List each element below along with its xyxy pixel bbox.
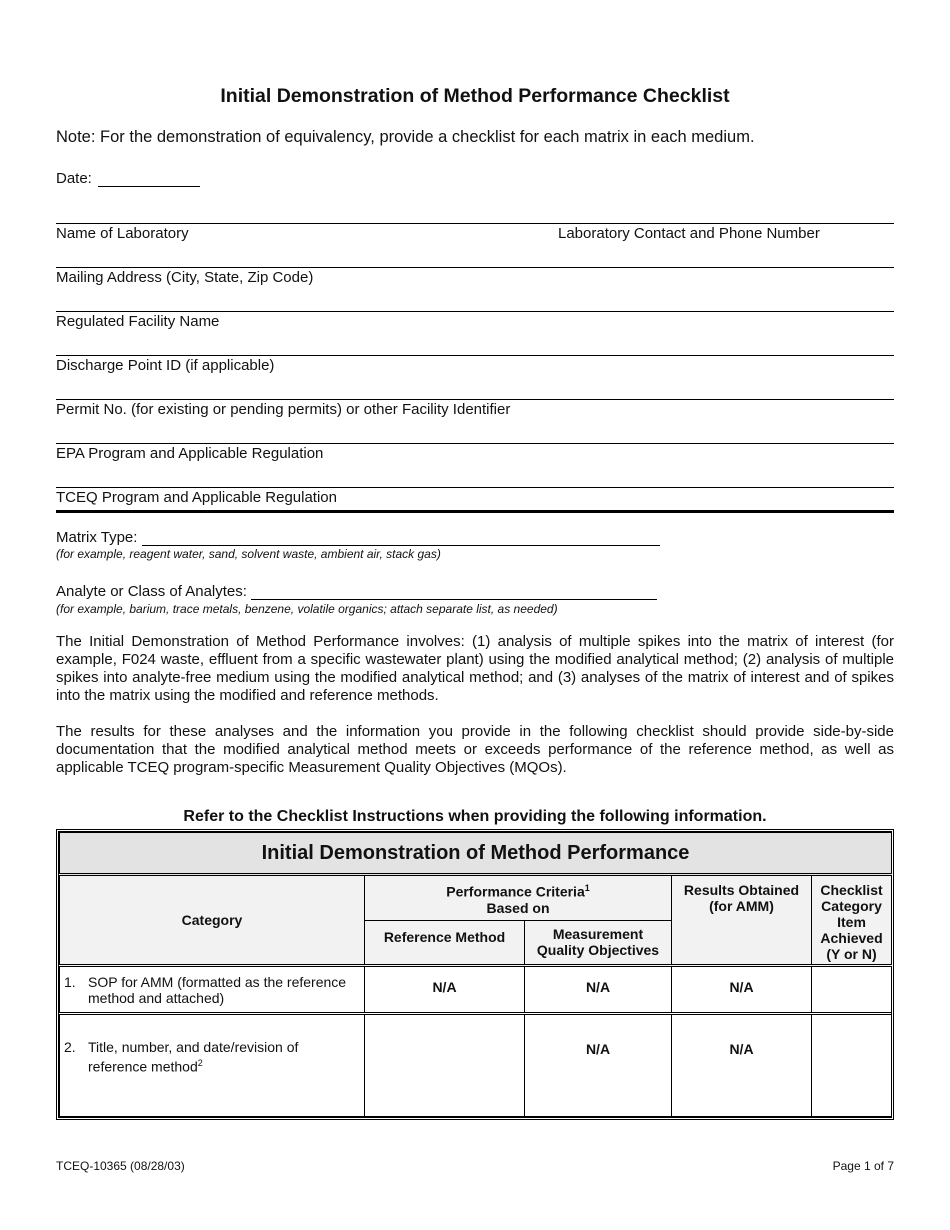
discharge-field[interactable] xyxy=(56,355,894,356)
results-paragraph: The results for these analyses and the information you provide in the following checklist should provide side-by-side documentation that the modified analytical method meets or exceeds performance of the reference method, as well as applicable TCEQ program-specific Measurement Quality Objectives (MQOs). xyxy=(56,723,894,776)
analyte-hint: (for example, barium, trace metals, benzene, volatile organics; attach separate list, as needed) xyxy=(56,602,558,616)
permit-label: Permit No. (for existing or pending permits) or other Facility Identifier xyxy=(56,401,511,418)
matrix-row xyxy=(56,529,660,546)
analyte-label: Analyte or Class of Analytes: xyxy=(56,583,247,600)
performance-table xyxy=(56,829,894,1120)
section-divider xyxy=(56,510,894,513)
epa-field[interactable] xyxy=(56,443,894,444)
row-mqo[interactable]: N/A xyxy=(525,966,672,1014)
header-checklist: Checklist Category Item Achieved (Y or N) xyxy=(812,875,892,966)
tceq-label: TCEQ Program and Applicable Regulation xyxy=(56,489,337,506)
lab-name-field[interactable] xyxy=(56,223,894,224)
table-row xyxy=(60,1014,892,1117)
date-field[interactable] xyxy=(98,170,200,187)
facility-field[interactable] xyxy=(56,311,894,312)
matrix-field[interactable] xyxy=(142,529,660,546)
row-checklist[interactable] xyxy=(812,966,892,1014)
header-results: Results Obtained (for AMM) xyxy=(672,875,812,966)
intro-paragraph: The Initial Demonstration of Method Performance involves: (1) analysis of multiple spikes into the matrix of interest (for example, F024 waste, effluent from a specific wastewater plant) using the modified analytical method; (2) analysis of multiple spikes into analyte-free medium using the modified analytical method; and (3) analyses of the matrix of interest and of spikes into the matrix using the modified and reference methods. xyxy=(56,633,894,704)
facility-label: Regulated Facility Name xyxy=(56,313,220,330)
row-category: 2. Title, number, and date/revision of reference method$^2$ xyxy=(60,1014,365,1117)
table-row xyxy=(60,966,892,1014)
form-id: TCEQ-10365 (08/28/03) xyxy=(56,1159,185,1173)
analyte-field[interactable] xyxy=(251,583,657,600)
row-category: 1. SOP for AMM (formatted as the reference method and attached) xyxy=(60,966,365,1014)
epa-label: EPA Program and Applicable Regulation xyxy=(56,445,324,462)
page-title: Initial Demonstration of Method Performance Checklist xyxy=(220,85,730,107)
date-row xyxy=(56,170,200,187)
row-checklist[interactable] xyxy=(812,1014,892,1117)
instructions-note: Refer to the Checklist Instructions when providing the following information. xyxy=(183,808,767,825)
matrix-hint: (for example, reagent water, sand, solvent waste, ambient air, stack gas) xyxy=(56,547,441,561)
permit-field[interactable] xyxy=(56,399,894,400)
row-results[interactable]: N/A xyxy=(672,966,812,1014)
lab-contact-label: Laboratory Contact and Phone Number xyxy=(558,225,820,242)
row-results[interactable]: N/A xyxy=(672,1014,812,1117)
discharge-label: Discharge Point ID (if applicable) xyxy=(56,357,275,374)
row-mqo[interactable]: N/A xyxy=(525,1014,672,1117)
tceq-field[interactable] xyxy=(56,487,894,488)
mailing-field[interactable] xyxy=(56,267,894,268)
note-text: Note: For the demonstration of equivalency, provide a checklist for each matrix in each medium. xyxy=(56,128,755,146)
lab-name-label: Name of Laboratory xyxy=(56,225,189,242)
matrix-label: Matrix Type: xyxy=(56,529,138,546)
header-mqo: Measurement Quality Objectives xyxy=(525,920,672,966)
row-reference-method[interactable] xyxy=(365,1014,525,1117)
date-label: Date: xyxy=(56,170,92,187)
table-title: Initial Demonstration of Method Performance xyxy=(60,833,892,875)
header-category: Category xyxy=(60,875,365,966)
header-reference-method: Reference Method xyxy=(365,920,525,966)
mailing-label: Mailing Address (City, State, Zip Code) xyxy=(56,269,314,286)
row-reference-method[interactable]: N/A xyxy=(365,966,525,1014)
analyte-row xyxy=(56,583,657,600)
page-number: Page 1 of 7 xyxy=(832,1159,894,1173)
header-performance-criteria: Performance Criteria$^1$ Based on xyxy=(365,875,672,921)
